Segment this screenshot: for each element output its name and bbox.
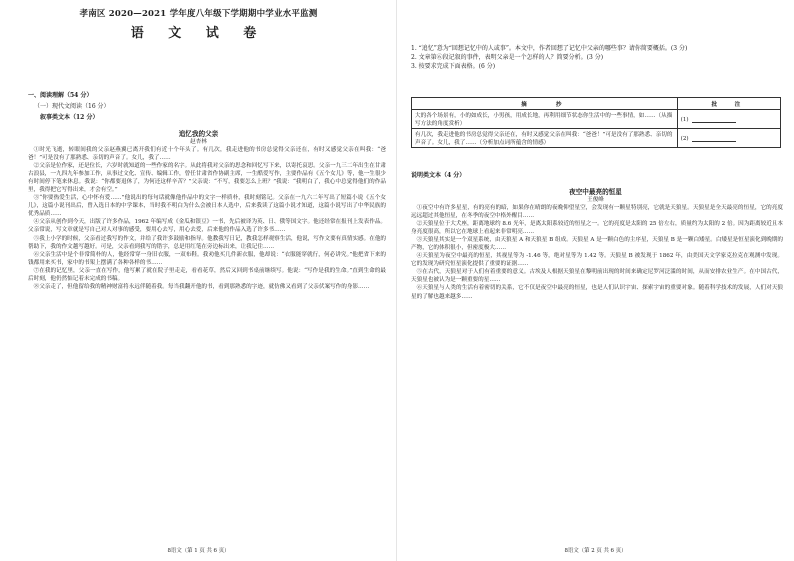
- article-title-2: 夜空中最亮的恒星: [569, 188, 622, 196]
- article-body-2: [411, 204, 783, 301]
- paragraph: ⑧父亲走了，但他留给我的精神财富将永远伴随着我。每当我翻开他的书，看到那熟悉的字迹，就仿佛又看到了父亲伏案写作的身影……: [33, 283, 370, 290]
- paragraph: ①时光飞逝，转眼间我的父亲赵燕翼已离开我们有近十个年头了。有几次，我走进他的书房总觉得父亲还在，有时又感觉父亲在叫我：“爸爸！”可是没有了那熟悉、亲切的声音了。女儿，我了……: [28, 147, 386, 162]
- article-author-2: 王俊峰: [587, 197, 604, 203]
- paragraph: ⑦在我的记忆里，父亲一直在写作，他写累了就在院子里走走，看看花草，然后又回到书桌前继续写。他说：“写作是我的生命。”直到生命的最后时刻，他仍然惦记着未完成的书稿。: [28, 267, 386, 282]
- paragraph: ③天狼星其实是一个双星系统，由天狼星 A 和天狼星 B 组成。天狼星 A 是一颗白色的主序星，天狼星 B 是一颗白矮星。白矮星是恒星演化到晚期的产物，它的体积很小，但密度极大……: [411, 237, 783, 252]
- note-number: (1): [680, 116, 689, 123]
- subject-title: 语 文 试 卷: [130, 26, 267, 41]
- article-title: 追忆我的父亲: [178, 130, 219, 138]
- excerpt-cell: 有几次，我走进他的书房总觉得父亲还在，有时又感觉父亲在叫我：“爸爸！”可是没有了那熟悉、亲切的声音了。女儿，我了……（分析加点词所蕴含的情感）: [412, 129, 678, 148]
- note-cell[interactable]: [677, 129, 780, 148]
- paragraph: ⑤我上小学的时候，父亲看过我写的作文，并给了我许多鼓励和指导。他教我写日记，教我怎样观察生活，他说，写作文要有真情实感。在他的帮助下，我的作文越写越好。可是，父亲看到我写的错字，总是用红笔在旁边标出来，让我记住……: [28, 235, 387, 250]
- page-footer: 8语文（第 1 页 共 6 页）: [167, 548, 230, 554]
- question-3: 3. 按要求完成下面表格。(6 分): [411, 63, 496, 70]
- paragraph: ⑤在古代，天狼星对于人们有着重要的意义。古埃及人根据天狼星在黎明前出现的时间来确定尼罗河泛滥的时间，从而安排农业生产。在中国古代，天狼星也被认为是一颗重要的星……: [411, 269, 783, 284]
- question-2: 2. 文章第⑥段记叙的事件，表明父亲是一个怎样的人？简要分析。(3 分): [411, 54, 604, 61]
- question-list: [411, 44, 781, 71]
- article-author: 赵杏林: [190, 139, 207, 145]
- paragraph: ②天狼星位于大犬座，距离地球约 8.6 光年，是离太阳系较近的恒星之一。它的亮度是太阳的 25 倍左右，质量约为太阳的 2 倍。因为距离较近且本身亮度很高，所以它在地球上看起来非常明亮……: [411, 221, 783, 236]
- section-heading-expository: 说明类文本（4 分）: [411, 172, 466, 179]
- note-cell[interactable]: [677, 110, 780, 129]
- excerpt-cell: 大的各个场景有，小的如成长，小男孩，用成长地，再利用细节状态你生活中的一些事情，如……（从描写方法的角度赏析）: [412, 110, 678, 129]
- question-1: 1. “追忆”意为“回想记忆中的人或事”。本文中，作者回想了记忆中父亲的哪些事？请你简要概括。(3 分): [411, 45, 688, 52]
- exam-page-2: [397, 0, 794, 561]
- paragraph: ⑥天狼星与人类的生活有着密切的关系，它不仅是夜空中最亮的恒星，也是人们认识宇宙、探索宇宙的重要对象。随着科学技术的发展，人们对天狼星的了解也越来越多……: [411, 285, 783, 300]
- table-header-excerpt: 摘 抄: [412, 98, 678, 110]
- table-row: [412, 110, 781, 129]
- subsection-heading-2: 叙事类文本（12 分）: [40, 114, 99, 121]
- paragraph: ①夜空中有许多星星，有的亮有的暗，如果你在晴朗的夜晚仰望星空，会发现有一颗星特别亮，它就是天狼星。天狼星是全天最亮的恒星，它的亮度远远超过其他恒星，在冬季的夜空中格外醒目……: [411, 205, 783, 220]
- answer-blank[interactable]: [692, 116, 736, 123]
- paragraph: ③“你要热爱生活，心中怀有爱……”他说出的每句话就像他作品中的文字一样质朴，我时刻铭记。父亲在一九六二年写出了短篇小说《五个女儿》，这篇小说刊出后，曾入选日本的中学课本，当时我不明白为什么会被日本人选中，后来我读了这篇小说才知道，这篇小说写出了中华民族的优秀品质……: [28, 195, 386, 218]
- answer-blank[interactable]: [692, 135, 736, 142]
- paragraph: ②父亲是位作家，还是位长，六岁时就知道的一些作家的名字。从此将我对父亲的思念和回忆写下来，以寄托哀思。父亲一九三二年出生在甘肃古浪县，一九四九年参加工作，从事过文化、宣传、编辑工作，曾任甘肃省作协副主席，一生酷爱写作，主要作品有《五个女儿》等，他一生很少有时间停下笔来休息。我说：“你都要退休了，为何还这样辛苦？”父亲说：“不写，我要怎么上班？”我说：“我明白了，我心中总觉得他们的作品里，我得把它写得出来，才会有空。”: [28, 163, 387, 194]
- section-heading: 一、阅读理解（54 分）: [28, 92, 93, 99]
- paragraph: ④天狼星为夜空中最亮的恒星，其视星等为 -1.46 等，绝对星等为 1.42 等。天狼星 B 被发现于 1862 年，由美国天文学家克拉克在观测中发现。它的发现为研究恒星演化提供了重要的证据……: [411, 253, 783, 268]
- article-body: [28, 146, 386, 291]
- annotation-table: [411, 97, 781, 148]
- note-number: (2): [680, 135, 689, 142]
- paragraph: ⑥父亲生活中是个非常简朴的人，他经常穿一身旧衣服，一双布鞋。我劝他买几件新衣服，他却说：“衣服能穿就行，何必讲究。”他把省下来的钱都用来买书，家中的书架上摆满了各种各样的书……: [28, 251, 386, 266]
- paragraph: ④父亲从创作到今天，出版了许多作品，1962 年编写成《金瓜和银豆》一书，先后被译为英、日、俄等国文字。他还经常在报刊上发表作品。父亲常说，写文章就是写自己对人对事的感受，要用心去写，用心去爱，后来他的作品入选了许多书……: [28, 219, 386, 234]
- exam-title: 孝南区 2020—2021 学年度八年级下学期期中学业水平监测: [79, 9, 318, 19]
- page-footer: 8语文（第 2 页 共 6 页）: [564, 548, 627, 554]
- subsection-heading: （一）现代文阅读（16 分）: [34, 103, 110, 110]
- table-row: [412, 129, 781, 148]
- table-header-note: 批 注: [677, 98, 780, 110]
